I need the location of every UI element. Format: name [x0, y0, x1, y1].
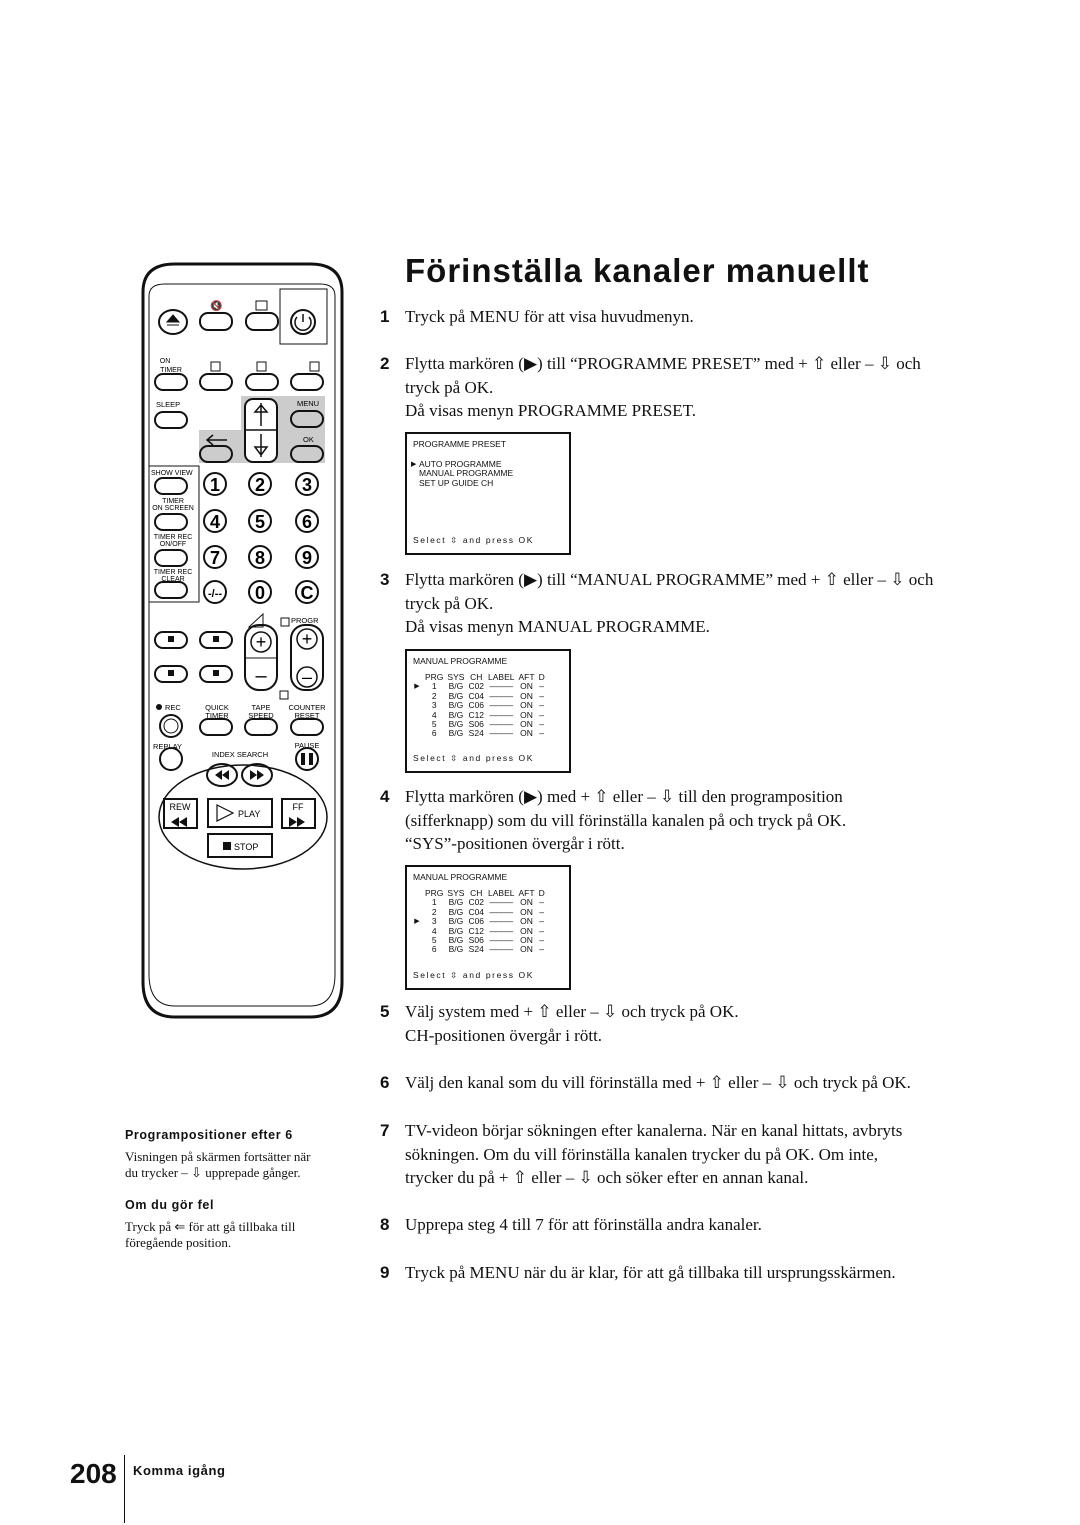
osd-table-cell: –––––: [489, 681, 514, 692]
cursor-icon: ▶: [414, 683, 420, 691]
svg-text:COUNTER: COUNTER: [288, 703, 326, 712]
osd-table-cell: –––––: [489, 709, 514, 720]
osd-table-cell: ON: [520, 935, 533, 946]
osd-table-cell: C06: [468, 700, 485, 711]
osd-table-cell: –––––: [489, 728, 514, 739]
svg-text:STOP: STOP: [234, 842, 259, 852]
step-text: Välj system med + ⇧ eller – ⇩ och tryck på OK.: [405, 1002, 739, 1021]
note-line: Visningen på skärmen fortsätter när: [125, 1149, 311, 1164]
osd-table-cell: 5: [431, 935, 437, 946]
osd-table-cell: B/G: [448, 681, 464, 692]
osd-table-cell: 2: [431, 690, 437, 701]
svg-text:-/--: -/--: [207, 588, 223, 600]
osd-table-cell: –: [539, 709, 544, 720]
cursor-icon: [411, 908, 423, 917]
svg-text:CLEAR: CLEAR: [161, 576, 185, 583]
osd-column-header: CH: [470, 888, 483, 898]
step-number: 7: [380, 1121, 390, 1140]
svg-text:–: –: [301, 667, 313, 687]
osd-table-cell: –––––: [489, 925, 514, 936]
osd-column-header: AFT: [518, 672, 535, 682]
osd-column-header: D: [538, 672, 545, 682]
svg-text:1: 1: [209, 475, 221, 495]
osd-table-cell: B/G: [448, 728, 464, 739]
svg-text:PAUSE: PAUSE: [294, 741, 320, 750]
step-text: Flytta markören (▶) till “PROGRAMME PRESET” med + ⇧ eller – ⇩ och: [405, 354, 921, 373]
cursor-icon: [411, 701, 423, 710]
step-text: trycker du på + ⇧ eller – ⇩ och söker efter en annan kanal.: [405, 1168, 809, 1187]
osd-title: PROGRAMME PRESET: [413, 439, 507, 449]
osd-table-cell: B/G: [448, 906, 464, 917]
osd-table-cell: –––––: [489, 935, 514, 946]
osd-footer: Select ⇳ and press OK: [413, 752, 535, 763]
osd-table-cell: –: [539, 944, 544, 955]
osd-column-header: SYS: [447, 888, 465, 898]
remote-control-illustration: [135, 262, 350, 1022]
svg-text:SHOW VIEW: SHOW VIEW: [151, 470, 193, 477]
step-number: 6: [380, 1073, 390, 1092]
step-text: Flytta markören (▶) till “MANUAL PROGRAMME” med + ⇧ eller – ⇩ och: [405, 570, 934, 589]
svg-text:5: 5: [254, 512, 266, 532]
svg-text:SPEED: SPEED: [248, 711, 274, 720]
svg-text:0: 0: [254, 583, 266, 603]
osd-column-header: PRG: [425, 672, 444, 682]
osd-table-cell: C02: [468, 897, 485, 908]
osd-table-cell: C04: [468, 690, 485, 701]
note-text: [125, 1149, 365, 1181]
page-title: Förinställa kanaler manuellt: [405, 252, 870, 289]
osd-table-cell: 6: [431, 944, 437, 955]
note-line: Tryck på ⇐ för att gå tillbaka till: [125, 1219, 296, 1234]
osd-table-cell: 5: [431, 719, 437, 730]
step-4: [380, 785, 1020, 856]
osd-table-cell: 4: [431, 709, 437, 720]
step-number: 8: [380, 1215, 390, 1234]
osd-column-header: SYS: [447, 672, 465, 682]
step-text: Då visas menyn MANUAL PROGRAMME.: [405, 617, 710, 636]
osd-table-cell: S24: [468, 728, 484, 739]
svg-text:3: 3: [301, 475, 313, 495]
step-number: 5: [380, 1002, 390, 1021]
osd-table-cell: –––––: [489, 944, 514, 955]
svg-text:OK: OK: [303, 435, 314, 444]
osd-table-cell: B/G: [448, 700, 464, 711]
osd-table-cell: –: [539, 719, 544, 730]
svg-text:TIMER: TIMER: [160, 367, 182, 374]
osd-table: [411, 889, 547, 955]
osd-column-header: PRG: [425, 888, 444, 898]
cursor-icon: [411, 936, 423, 945]
osd-table-cell: –––––: [489, 916, 514, 927]
osd-table-cell: ON: [520, 728, 533, 739]
step-text: Då visas menyn PROGRAMME PRESET.: [405, 401, 697, 420]
svg-text:PROGR: PROGR: [291, 616, 319, 625]
osd-table-cell: C06: [468, 916, 485, 927]
svg-text:+: +: [301, 629, 313, 649]
step-number: 9: [380, 1263, 390, 1282]
osd-footer: Select ⇳ and press OK: [413, 534, 535, 545]
step-text: TV-videon börjar sökningen efter kanalerna. När en kanal hittats, avbryts: [405, 1121, 903, 1140]
osd-table-cell: 1: [431, 897, 437, 908]
svg-text:2: 2: [254, 475, 266, 495]
osd-table-cell: –––––: [489, 906, 514, 917]
osd-table-cell: ON: [520, 709, 533, 720]
osd-table-cell: –: [539, 897, 544, 908]
osd-table-cell: C04: [468, 906, 485, 917]
osd-table-cell: S24: [468, 944, 484, 955]
osd-table-cell: –: [539, 925, 544, 936]
svg-text:7: 7: [209, 548, 221, 568]
step-text: Tryck på MENU när du är klar, för att gå tillbaka till ursprungsskärmen.: [405, 1263, 896, 1282]
cursor-icon: [411, 720, 423, 729]
page-number: 208: [70, 1458, 117, 1489]
osd-table-cell: 4: [431, 925, 437, 936]
osd-title: MANUAL PROGRAMME: [413, 872, 508, 882]
step-7: [380, 1119, 1020, 1190]
cursor-icon: [411, 927, 423, 936]
osd-table-cell: B/G: [448, 916, 464, 927]
svg-text:–: –: [255, 665, 267, 687]
svg-text:C: C: [300, 583, 314, 603]
svg-text:PLAY: PLAY: [238, 809, 261, 819]
step-6: [380, 1071, 1020, 1095]
osd-footer: Select ⇳ and press OK: [413, 969, 535, 980]
section-name: Komma igång: [133, 1463, 226, 1478]
svg-text:TIMER: TIMER: [162, 498, 184, 505]
osd-column-header: LABEL: [488, 888, 515, 898]
osd-column-header: LABEL: [488, 672, 515, 682]
osd-table-cell: S06: [468, 719, 484, 730]
note-heading: Om du gör fel: [125, 1198, 215, 1212]
osd-table-cell: –: [539, 906, 544, 917]
svg-text:INDEX SEARCH: INDEX SEARCH: [211, 750, 269, 759]
note-text: [125, 1219, 365, 1251]
osd-programme-preset: [405, 432, 571, 555]
svg-text:QUICK: QUICK: [205, 703, 229, 712]
osd-manual-programme-1: [405, 649, 571, 773]
step-text: (sifferknapp) som du vill förinställa kanalen på och tryck på OK.: [405, 810, 847, 830]
step-9: [380, 1261, 1020, 1285]
osd-table-cell: –: [539, 681, 544, 692]
svg-text:ON/OFF: ON/OFF: [159, 541, 187, 548]
osd-title: MANUAL PROGRAMME: [413, 656, 508, 666]
svg-text:ON SCREEN: ON SCREEN: [152, 505, 194, 512]
osd-table-cell: ON: [520, 690, 533, 701]
svg-text:FF: FF: [292, 802, 304, 812]
svg-text:REC: REC: [165, 703, 181, 712]
osd-table-cell: B/G: [448, 897, 464, 908]
svg-text:9: 9: [301, 548, 313, 568]
step-text: sökningen. Om du vill förinställa kanalen trycker du på OK. Om inte,: [405, 1144, 879, 1164]
osd-table-cell: ON: [520, 700, 533, 711]
osd-column-header: CH: [470, 672, 483, 682]
osd-table-cell: S06: [468, 935, 484, 946]
osd-table-cell: ON: [520, 897, 533, 908]
step-text: Flytta markören (▶) med + ⇧ eller – ⇩ till den programposition: [405, 787, 843, 806]
osd-table-cell: C02: [468, 681, 485, 692]
osd-table-cell: –: [539, 700, 544, 711]
osd-table-cell: C12: [468, 925, 485, 936]
svg-text:MENU: MENU: [297, 399, 320, 408]
osd-table-cell: ON: [520, 916, 533, 927]
cursor-icon: [411, 898, 423, 907]
osd-table-cell: B/G: [448, 935, 464, 946]
osd-table-cell: B/G: [448, 944, 464, 955]
svg-text:+: +: [255, 632, 267, 652]
svg-text:TIMER REC: TIMER REC: [153, 534, 193, 541]
osd-table-row: [411, 729, 547, 738]
note-line: du trycker – ⇩ upprepade gånger.: [125, 1165, 301, 1180]
osd-table-cell: –: [539, 690, 544, 701]
step-text: Upprepa steg 4 till 7 för att förinställa andra kanaler.: [405, 1215, 762, 1234]
osd-table-cell: B/G: [448, 690, 464, 701]
osd-menu-item: SET UP GUIDE CH: [419, 477, 494, 488]
osd-table-cell: B/G: [448, 719, 464, 730]
osd-table-cell: B/G: [448, 925, 464, 936]
note-heading: Programpositioner efter 6: [125, 1128, 293, 1142]
svg-text:6: 6: [301, 512, 313, 532]
osd-table-cell: B/G: [448, 709, 464, 720]
step-text: Tryck på MENU för att visa huvudmenyn.: [405, 307, 694, 326]
osd-table-cell: ON: [520, 925, 533, 936]
cursor-icon: [411, 945, 423, 954]
step-5: [380, 1000, 1020, 1047]
svg-text:8: 8: [254, 548, 266, 568]
osd-table-cell: C12: [468, 709, 485, 720]
step-text: Välj den kanal som du vill förinställa med + ⇧ eller – ⇩ och tryck på OK.: [405, 1073, 911, 1092]
osd-table-cell: –: [539, 728, 544, 739]
step-number: 2: [380, 354, 390, 373]
osd-table: [411, 673, 547, 739]
step-text: tryck på OK.: [405, 593, 494, 613]
step-2: [380, 352, 1020, 423]
svg-text:4: 4: [209, 512, 221, 532]
osd-table-cell: 3: [431, 916, 437, 927]
osd-column-header: D: [538, 888, 545, 898]
osd-table-cell: ON: [520, 906, 533, 917]
osd-table-cell: 3: [431, 700, 437, 711]
step-1: [380, 305, 1020, 329]
osd-table-cell: ON: [520, 944, 533, 955]
footer-divider: [124, 1455, 125, 1523]
svg-text:SLEEP: SLEEP: [156, 400, 181, 409]
osd-table-cell: –––––: [489, 700, 514, 711]
osd-table-cell: 2: [431, 906, 437, 917]
step-text: “SYS”-positionen övergår i rött.: [405, 834, 625, 853]
cursor-icon: ▶: [414, 918, 420, 926]
step-3: [380, 568, 1020, 639]
osd-table-cell: ON: [520, 719, 533, 730]
step-number: 3: [380, 570, 390, 589]
step-8: [380, 1213, 1020, 1237]
cursor-icon: [411, 711, 423, 720]
step-number: 1: [380, 307, 390, 326]
svg-text:TIMER: TIMER: [205, 711, 229, 720]
step-text: CH-positionen övergår i rött.: [405, 1025, 603, 1045]
cursor-icon: [411, 692, 423, 701]
osd-table-row: [411, 945, 547, 954]
cursor-icon: [411, 729, 423, 738]
osd-manual-programme-2: [405, 865, 571, 990]
osd-table-cell: –––––: [489, 719, 514, 730]
svg-text:REPLAY: REPLAY: [153, 742, 183, 751]
mute-icon: 🔇: [210, 301, 223, 312]
osd-table-cell: –: [539, 916, 544, 927]
svg-text:REW: REW: [169, 802, 191, 812]
osd-table-cell: 6: [431, 728, 437, 739]
osd-table-cell: –––––: [489, 897, 514, 908]
note-line: föregående position.: [125, 1235, 232, 1250]
osd-table-cell: –––––: [489, 690, 514, 701]
osd-menu-item: MANUAL PROGRAMME: [419, 468, 514, 479]
svg-text:TIMER REC: TIMER REC: [153, 569, 193, 576]
svg-text:RESET: RESET: [294, 711, 320, 720]
osd-table-cell: 1: [431, 681, 437, 692]
osd-column-header: AFT: [518, 888, 535, 898]
osd-table-cell: ON: [520, 681, 533, 692]
osd-menu-item: ▶ AUTO PROGRAMME: [413, 460, 513, 469]
osd-table-cell: –: [539, 935, 544, 946]
svg-text:TAPE: TAPE: [251, 703, 271, 712]
step-number: 4: [380, 787, 390, 806]
step-text: tryck på OK.: [405, 377, 494, 397]
svg-text:ON: ON: [159, 358, 171, 365]
